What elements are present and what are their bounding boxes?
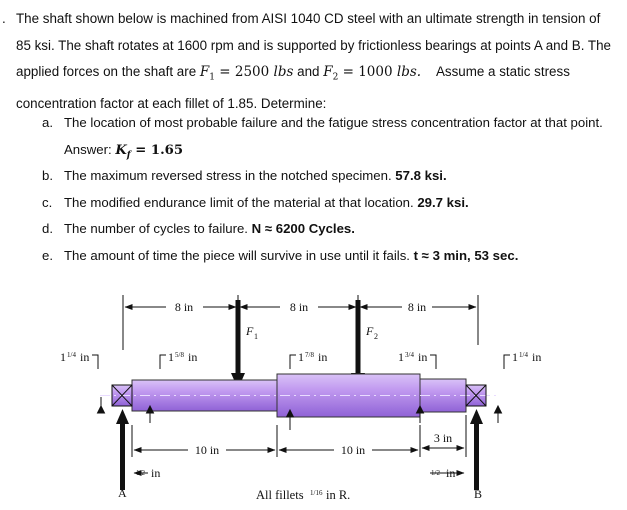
f2-unit: lbs. <box>396 64 422 80</box>
question-text: The location of most probable failure and the fatigue stress concentration factor at that point. <box>64 115 603 130</box>
dia-step1 <box>160 350 197 369</box>
fillet-unit: in R. <box>326 488 351 502</box>
reaction-b-arrow <box>470 409 483 490</box>
question-text: The maximum reversed stress in the notched specimen. <box>64 168 396 183</box>
dim-fraction: 1/2 <box>431 469 440 477</box>
question-list <box>42 110 622 269</box>
dim-10in-left: 10 in <box>194 443 220 457</box>
question-e <box>42 243 622 270</box>
dia-step3 <box>398 350 436 369</box>
question-label: c. <box>42 194 53 210</box>
force-f1-arrow <box>231 300 245 389</box>
dim-8in-right: 8 in <box>407 300 427 314</box>
question-text: The amount of time the piece will survive in use until it fails. <box>64 247 414 263</box>
question-text: The number of cycles to failure. <box>64 221 252 236</box>
dim-unit: in <box>446 466 456 480</box>
question-label: d. <box>42 221 53 236</box>
and-word: and <box>293 64 324 79</box>
dia-fraction: 1/4 <box>519 351 528 359</box>
intro-line-2: 85 ksi. The shaft rotates at 1600 rpm and is supported by frictionless bearings at points A and B. The <box>16 37 611 53</box>
intro-assume: Assume a static stress <box>435 64 570 79</box>
force-f2-sub: 2 <box>374 332 378 341</box>
answer-prefix: Answer: <box>64 141 116 157</box>
f2-symbol: F <box>323 64 333 80</box>
fillet-fraction: 1/16 <box>310 489 323 497</box>
dim-10in-right: 10 in <box>340 443 366 457</box>
question-label: e. <box>42 247 53 263</box>
question-answer: N ≈ 6200 Cycles. <box>251 221 355 236</box>
shaft-body <box>100 374 500 417</box>
dia-unit: in <box>80 350 90 364</box>
dim-half-left <box>136 466 160 480</box>
f1-equals: = 2500 <box>214 64 274 80</box>
reaction-a-arrow <box>116 409 129 490</box>
intro-line-1: The shaft shown below is machined from AISI 1040 CD steel with an ultimate strength in tension of <box>16 11 601 26</box>
force-f1-sub: 1 <box>254 332 258 341</box>
dia-whole: 1 <box>298 350 304 364</box>
dia-unit: in <box>532 350 542 364</box>
support-label-a: A <box>118 486 127 500</box>
fillet-text: All fillets <box>256 488 304 502</box>
dia-whole: 1 <box>60 350 66 364</box>
kf-subscript: f <box>126 150 131 161</box>
shaft-figure <box>0 285 627 510</box>
force-f2-label: F <box>366 324 374 338</box>
question-c <box>42 190 622 217</box>
problem-statement <box>2 6 618 118</box>
question-label: b. <box>42 168 53 183</box>
dia-unit: in <box>188 350 198 364</box>
intro-forces-lead: applied forces on the shaft are <box>16 64 200 79</box>
answer-a <box>42 137 622 164</box>
intro-line-3 <box>16 59 618 91</box>
f1-unit: lbs <box>273 64 294 80</box>
f2-subscript: 2 <box>332 72 339 83</box>
bullet-mark: . <box>2 11 6 26</box>
dia-unit: in <box>418 350 428 364</box>
question-text: The modified endurance limit of the material at that location. <box>64 194 418 210</box>
dim-3in: 3 in <box>433 431 453 445</box>
question-answer: t ≈ 3 min, 53 sec. <box>413 247 519 263</box>
fillet-note <box>256 488 350 502</box>
dia-center <box>290 350 327 369</box>
dia-unit: in <box>318 350 328 364</box>
question-answer: 29.7 ksi. <box>417 194 469 210</box>
dia-whole: 1 <box>512 350 518 364</box>
force-f1-label: F <box>246 324 254 338</box>
dia-fraction: 3/4 <box>405 351 414 359</box>
question-label: a. <box>42 115 53 130</box>
f1-subscript: 1 <box>209 72 215 83</box>
kf-symbol: K <box>115 142 127 158</box>
dim-8in-middle: 8 in <box>289 300 309 314</box>
dia-fraction: 7/8 <box>305 351 314 359</box>
dim-8in-left: 8 in <box>174 300 194 314</box>
support-label-b: B <box>474 487 483 501</box>
intro-line-4: concentration factor at each fillet of 1.85. Determine: <box>16 96 327 112</box>
dia-right-end <box>504 350 541 369</box>
dim-unit: in <box>151 466 161 480</box>
question-d <box>42 216 622 243</box>
f2-equals: = 1000 <box>338 64 397 80</box>
dim-fraction: 1/2 <box>136 469 145 477</box>
dia-fraction: 5/8 <box>175 351 184 359</box>
dia-left-end <box>60 350 98 369</box>
f1-symbol: F <box>199 64 210 80</box>
dia-whole: 1 <box>168 350 174 364</box>
dia-fraction: 1/4 <box>67 351 76 359</box>
kf-value: = 1.65 <box>130 142 184 158</box>
question-answer: 57.8 ksi. <box>395 168 447 183</box>
bottom-dimensions <box>132 415 466 473</box>
dia-whole: 1 <box>398 350 404 364</box>
question-a <box>42 110 622 137</box>
question-b <box>42 163 622 190</box>
